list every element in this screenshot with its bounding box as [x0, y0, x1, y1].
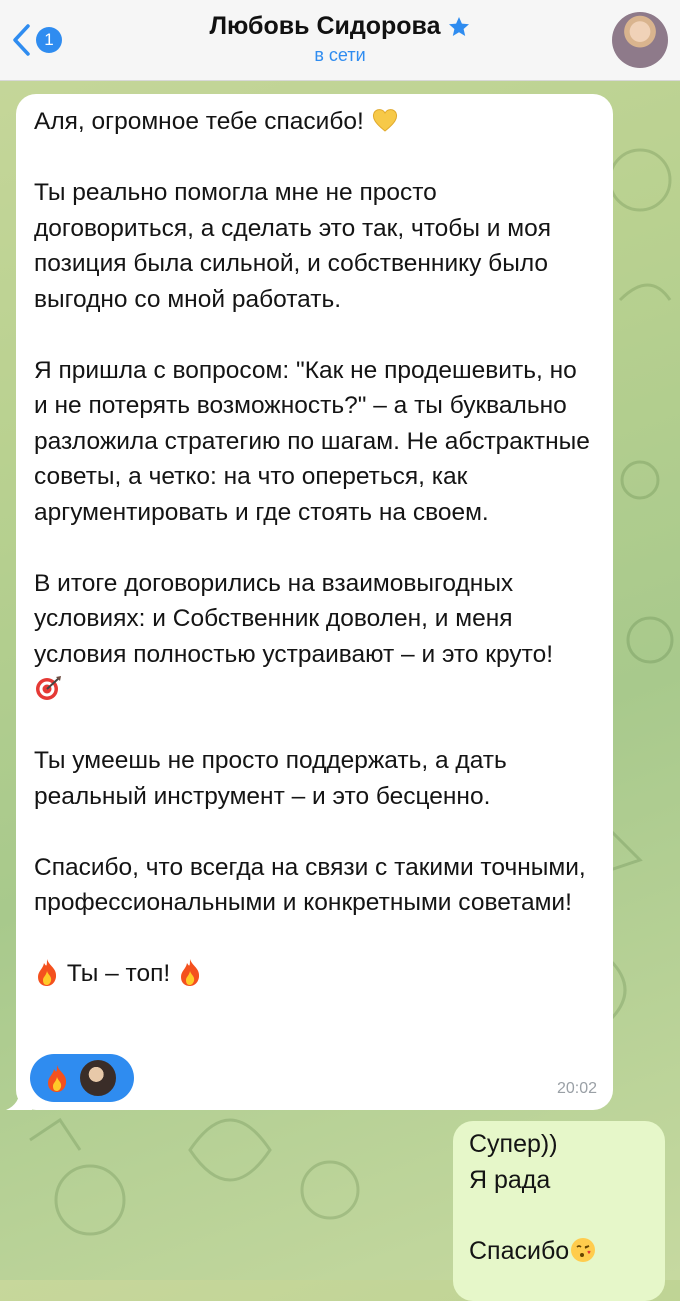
incoming-message[interactable] [16, 94, 613, 1110]
premium-star-icon [447, 15, 471, 39]
chat-title-area[interactable] [140, 12, 540, 66]
reactor-avatar [78, 1058, 118, 1098]
unread-count-badge: 1 [36, 27, 62, 53]
message-text: Аля, огромное тебе спасибо! Ты реально помогла мне не просто договориться, а сделать это так, чтобы и моя позиция была сильной, и собственнику было выгодно со мной работать. Я пришла с вопросом: "Как не продешевить, но и не потерять возможность?" – а ты буквально разложила стратегию по шагам. Не абстрактные советы, а четко: на что опереться, как аргументировать и где стоять на своем. В итоге договорились на взаимовыгодных условиях: и Собственник доволен, и меня условия полностью устраивают – и это круто! Ты умеешь не просто поддержать, а дать реальный инструмент – и это бесценно. Спасибо, что всегда на связи с такими точными, профессиональными и конкретными советами! Ты – топ! [34, 108, 597, 987]
fire-icon [177, 957, 203, 987]
reaction-chip[interactable] [30, 1054, 134, 1102]
back-button[interactable] [10, 22, 70, 58]
outgoing-message[interactable] [453, 1121, 665, 1301]
message-text: Супер)) Я рада Спасибо [469, 1127, 649, 1269]
contact-avatar[interactable] [612, 12, 668, 68]
contact-status: в сети [314, 45, 366, 65]
direct-hit-icon [34, 674, 62, 702]
message-time: 20:02 [556, 1080, 597, 1097]
chevron-left-icon [10, 22, 32, 58]
chat-header [0, 0, 680, 81]
face-blowing-kiss-icon [569, 1236, 597, 1264]
fire-icon [34, 957, 60, 987]
fire-reaction-icon [44, 1063, 70, 1093]
contact-name: Любовь Сидорова [209, 12, 441, 40]
yellow-heart-icon [371, 106, 399, 134]
